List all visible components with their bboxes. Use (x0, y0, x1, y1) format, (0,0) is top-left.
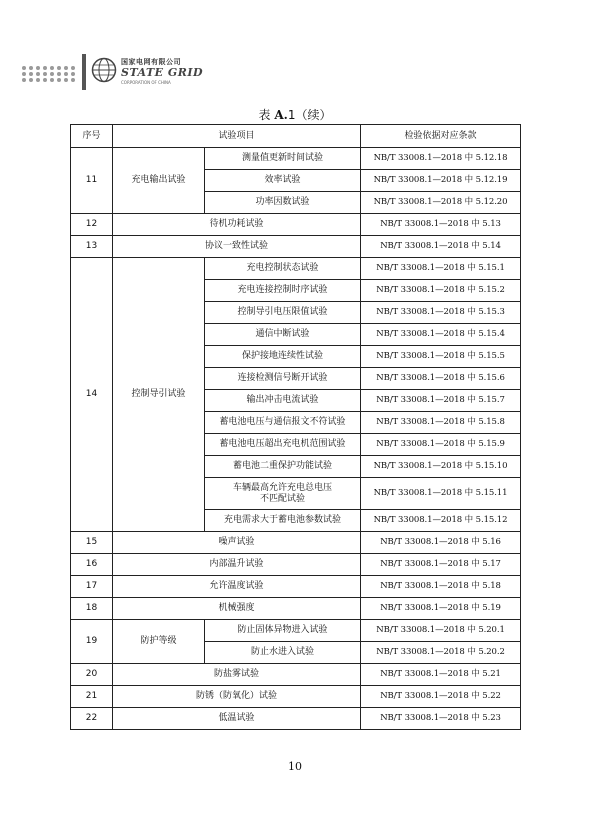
test-item-cell: 机械强度 (113, 598, 361, 620)
table-row (71, 258, 521, 280)
seq-cell: 17 (71, 576, 113, 598)
test-item-cell: 协议一致性试验 (113, 236, 361, 258)
sub-item-text: 防止水进入试验 (251, 647, 315, 657)
sub-item-text: 连接检测信号断开试验 (237, 373, 328, 383)
sub-item-text: 测量值更新时间试验 (242, 153, 324, 163)
sub-item-cell (205, 434, 361, 456)
sub-item-cell (205, 390, 361, 412)
sub-item-text: 输出冲击电流试验 (246, 395, 319, 405)
test-item-cell: 充电输出试验 (113, 148, 205, 214)
seq-cell: 18 (71, 598, 113, 620)
sub-item-cell (205, 324, 361, 346)
logo-english-name: STATE GRID (121, 66, 204, 79)
basis-cell: NB/T 33008.1—2018 中 5.12.18 (361, 148, 521, 170)
sub-item-text: 功率因数试验 (255, 197, 310, 207)
basis-cell: NB/T 33008.1—2018 中 5.14 (361, 236, 521, 258)
basis-cell: NB/T 33008.1—2018 中 5.19 (361, 598, 521, 620)
table-row (71, 598, 521, 620)
sub-item-cell (205, 280, 361, 302)
sub-item-cell (205, 510, 361, 532)
sub-item-text: 蓄电池电压与通信报文不符试验 (219, 417, 346, 427)
header-basis: 检验依据对应条款 (361, 125, 521, 148)
table-row (71, 236, 521, 258)
seq-cell: 15 (71, 532, 113, 554)
table-row (71, 554, 521, 576)
sub-item-text: 充电控制状态试验 (246, 263, 319, 273)
basis-cell: NB/T 33008.1—2018 中 5.15.6 (361, 368, 521, 390)
sub-item-text: 蓄电池二重保护功能试验 (233, 461, 333, 471)
test-item-cell: 噪声试验 (113, 532, 361, 554)
test-item-cell: 防盐雾试验 (113, 664, 361, 686)
test-item-cell: 内部温升试验 (113, 554, 361, 576)
sub-item-text: 效率试验 (264, 175, 301, 185)
seq-cell: 19 (71, 620, 113, 664)
sub-item-cell (205, 148, 361, 170)
basis-cell: NB/T 33008.1—2018 中 5.13 (361, 214, 521, 236)
basis-cell: NB/T 33008.1—2018 中 5.15.4 (361, 324, 521, 346)
test-item-cell: 待机功耗试验 (113, 214, 361, 236)
test-item-cell: 防锈（防氧化）试验 (113, 686, 361, 708)
basis-cell: NB/T 33008.1—2018 中 5.16 (361, 532, 521, 554)
basis-cell: NB/T 33008.1—2018 中 5.12.19 (361, 170, 521, 192)
basis-cell: NB/T 33008.1—2018 中 5.15.10 (361, 456, 521, 478)
basis-cell: NB/T 33008.1—2018 中 5.17 (361, 554, 521, 576)
table-header-row (71, 125, 521, 148)
state-grid-logo (22, 54, 222, 90)
header-seq: 序号 (71, 125, 113, 148)
seq-cell: 13 (71, 236, 113, 258)
basis-cell: NB/T 33008.1—2018 中 5.15.3 (361, 302, 521, 324)
basis-cell: NB/T 33008.1—2018 中 5.22 (361, 686, 521, 708)
basis-cell: NB/T 33008.1—2018 中 5.20.1 (361, 620, 521, 642)
table-row (71, 532, 521, 554)
test-item-cell: 允许温度试验 (113, 576, 361, 598)
sub-item-cell (205, 642, 361, 664)
sub-item-text-line2: 不匹配试验 (260, 493, 306, 504)
sub-item-text: 通信中断试验 (255, 329, 310, 339)
sub-item-text: 车辆最高允许充电总电压 (233, 482, 333, 493)
basis-cell: NB/T 33008.1—2018 中 5.18 (361, 576, 521, 598)
sub-item-cell (205, 478, 361, 510)
table-row (71, 214, 521, 236)
seq-cell: 22 (71, 708, 113, 730)
basis-cell: NB/T 33008.1—2018 中 5.15.7 (361, 390, 521, 412)
basis-cell: NB/T 33008.1—2018 中 5.15.5 (361, 346, 521, 368)
sub-item-cell (205, 620, 361, 642)
seq-cell: 16 (71, 554, 113, 576)
logo-chinese-name: 国家电网有限公司 (121, 58, 181, 66)
seq-cell: 20 (71, 664, 113, 686)
basis-cell: NB/T 33008.1—2018 中 5.15.1 (361, 258, 521, 280)
test-item-cell: 防护等级 (113, 620, 205, 664)
basis-cell: NB/T 33008.1—2018 中 5.15.11 (361, 478, 521, 510)
logo-divider-bar (82, 54, 86, 90)
basis-cell: NB/T 33008.1—2018 中 5.12.20 (361, 192, 521, 214)
table-row (71, 576, 521, 598)
header-test-item: 试验项目 (113, 125, 361, 148)
sub-item-cell (205, 258, 361, 280)
sub-item-text: 保护接地连续性试验 (242, 351, 324, 361)
table-row (71, 686, 521, 708)
sub-item-cell (205, 302, 361, 324)
sub-item-cell (205, 456, 361, 478)
logo-subtitle: CORPORATION OF CHINA (121, 80, 171, 85)
sub-item-text: 充电需求大于蓄电池参数试验 (224, 515, 342, 525)
page-number: 10 (288, 760, 302, 773)
basis-cell: NB/T 33008.1—2018 中 5.15.2 (361, 280, 521, 302)
sub-item-text: 充电连接控制时序试验 (237, 285, 328, 295)
logo-dot-pattern (22, 66, 76, 82)
basis-cell: NB/T 33008.1—2018 中 5.15.8 (361, 412, 521, 434)
sub-item-cell (205, 192, 361, 214)
seq-cell: 11 (71, 148, 113, 214)
sub-item-cell (205, 346, 361, 368)
sub-item-cell (205, 170, 361, 192)
basis-cell: NB/T 33008.1—2018 中 5.20.2 (361, 642, 521, 664)
seq-cell: 21 (71, 686, 113, 708)
seq-cell: 12 (71, 214, 113, 236)
table-row (71, 148, 521, 170)
table-row (71, 620, 521, 642)
basis-cell: NB/T 33008.1—2018 中 5.21 (361, 664, 521, 686)
test-items-table (70, 124, 521, 730)
basis-cell: NB/T 33008.1—2018 中 5.15.12 (361, 510, 521, 532)
table-row (71, 708, 521, 730)
sub-item-cell (205, 412, 361, 434)
table-row (71, 664, 521, 686)
sub-item-text: 控制导引电压限值试验 (237, 307, 328, 317)
sub-item-cell (205, 368, 361, 390)
sub-item-text: 蓄电池电压超出充电机范围试验 (219, 439, 346, 449)
test-item-cell: 低温试验 (113, 708, 361, 730)
globe-icon (91, 57, 117, 83)
table-caption: 表 A.1（续） (258, 108, 332, 122)
table-body (71, 148, 521, 730)
sub-item-text: 防止固体异物进入试验 (237, 625, 328, 635)
seq-cell: 14 (71, 258, 113, 532)
basis-cell: NB/T 33008.1—2018 中 5.23 (361, 708, 521, 730)
basis-cell: NB/T 33008.1—2018 中 5.15.9 (361, 434, 521, 456)
test-item-cell: 控制导引试验 (113, 258, 205, 532)
